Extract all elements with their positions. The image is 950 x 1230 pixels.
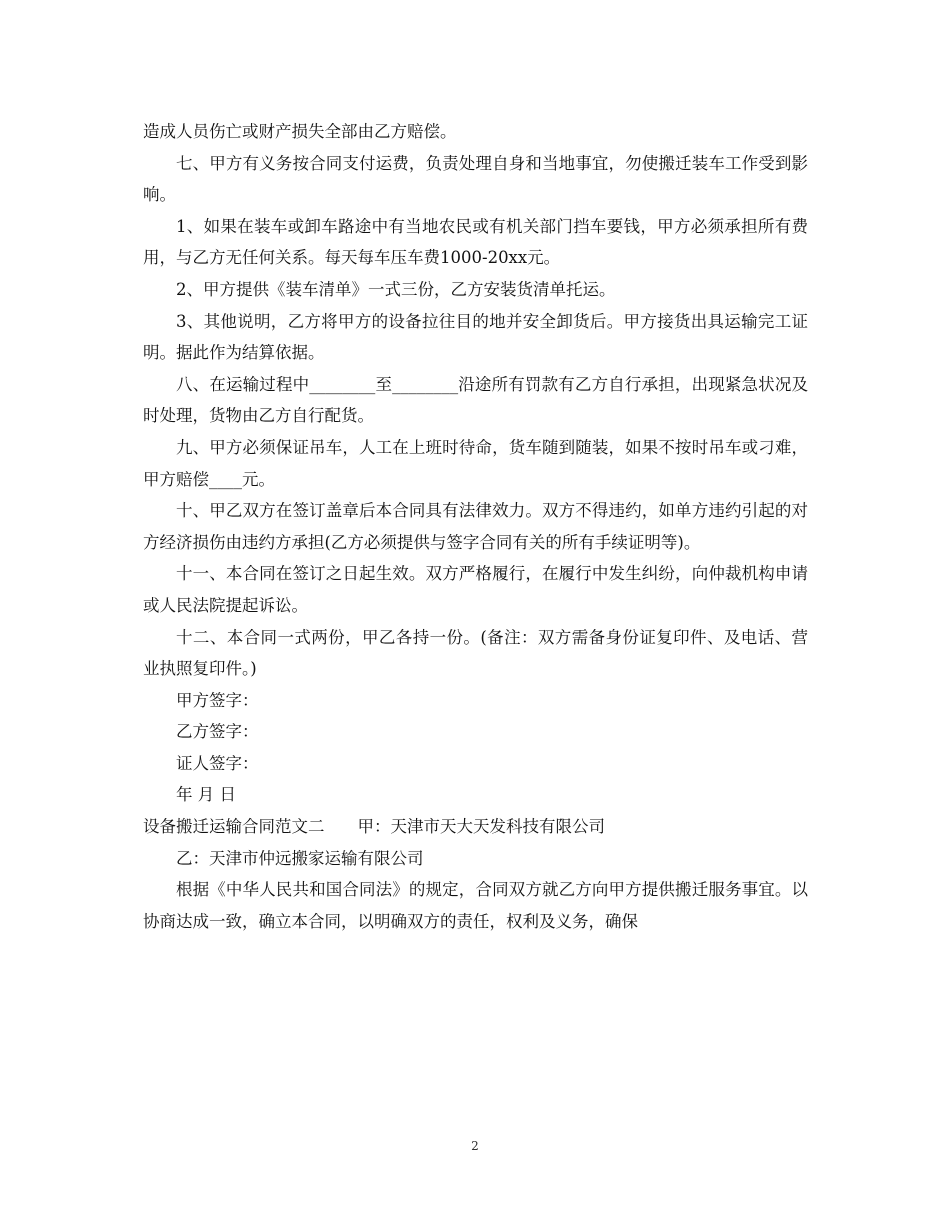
signature-line-witness: 证人签字： bbox=[176, 753, 259, 773]
paragraph: 七、甲方有义务按合同支付运费，负责处理自身和当地事宜，勿使搬迁装车工作受到影响。 bbox=[143, 153, 808, 205]
document-body bbox=[143, 116, 808, 937]
paragraph: 十二、本合同一式两份，甲乙各持一份。(备注：双方需备身份证复印件、及电话、营业执照复印件。) bbox=[143, 627, 808, 679]
signature-line-party-b: 乙方签字： bbox=[176, 722, 259, 742]
paragraph: 根据《中华人民共和国合同法》的规定，合同双方就乙方向甲方提供搬迁服务事宜。以协商达成一致，确立本合同，以明确双方的责任，权利及义务，确保 bbox=[143, 880, 808, 931]
paragraph: 造成人员伤亡或财产损失全部由乙方赔偿。 bbox=[143, 122, 457, 141]
date-line: 年 月 日 bbox=[176, 785, 236, 805]
contract-title-line: 设备搬迁运输合同范文二 甲：天津市天大天发科技有限公司 bbox=[143, 817, 605, 837]
paragraph: 十、甲乙双方在签订盖章后本合同具有法律效力。双方不得违约，如单方违约引起的对方经济损伤由违约方承担(乙方必须提供与签字合同有关的所有手续证明等)。 bbox=[143, 501, 808, 552]
paragraph: 九、甲方必须保证吊车，人工在上班时待命，货车随到随装，如果不按时吊车或刁难，甲方赔偿____元。 bbox=[143, 437, 808, 489]
page-number: 2 bbox=[471, 1139, 479, 1153]
paragraph: 1、如果在装车或卸车路途中有当地农民或有机关部门挡车要钱，甲方必须承担所有费用，与乙方无任何关系。每天每车压车费1000-20xx元。 bbox=[143, 216, 808, 268]
paragraph: 八、在运输过程中________至________沿途所有罚款有乙方自行承担，出现紧急状况及时处理，货物由乙方自行配货。 bbox=[143, 374, 808, 426]
paragraph: 3、其他说明，乙方将甲方的设备拉往目的地并安全卸货后。甲方接货出具运输完工证明。据此作为结算依据。 bbox=[143, 311, 808, 363]
party-b-line: 乙：天津市仲远搬家运输有限公司 bbox=[176, 848, 424, 868]
paragraph: 十一、本合同在签订之日起生效。双方严格履行，在履行中发生纠纷，向仲裁机构申请或人民法院提起诉讼。 bbox=[143, 564, 808, 615]
paragraph: 2、甲方提供《装车清单》一式三份，乙方安装货清单托运。 bbox=[176, 279, 616, 299]
signature-line-party-a: 甲方签字： bbox=[176, 690, 259, 710]
